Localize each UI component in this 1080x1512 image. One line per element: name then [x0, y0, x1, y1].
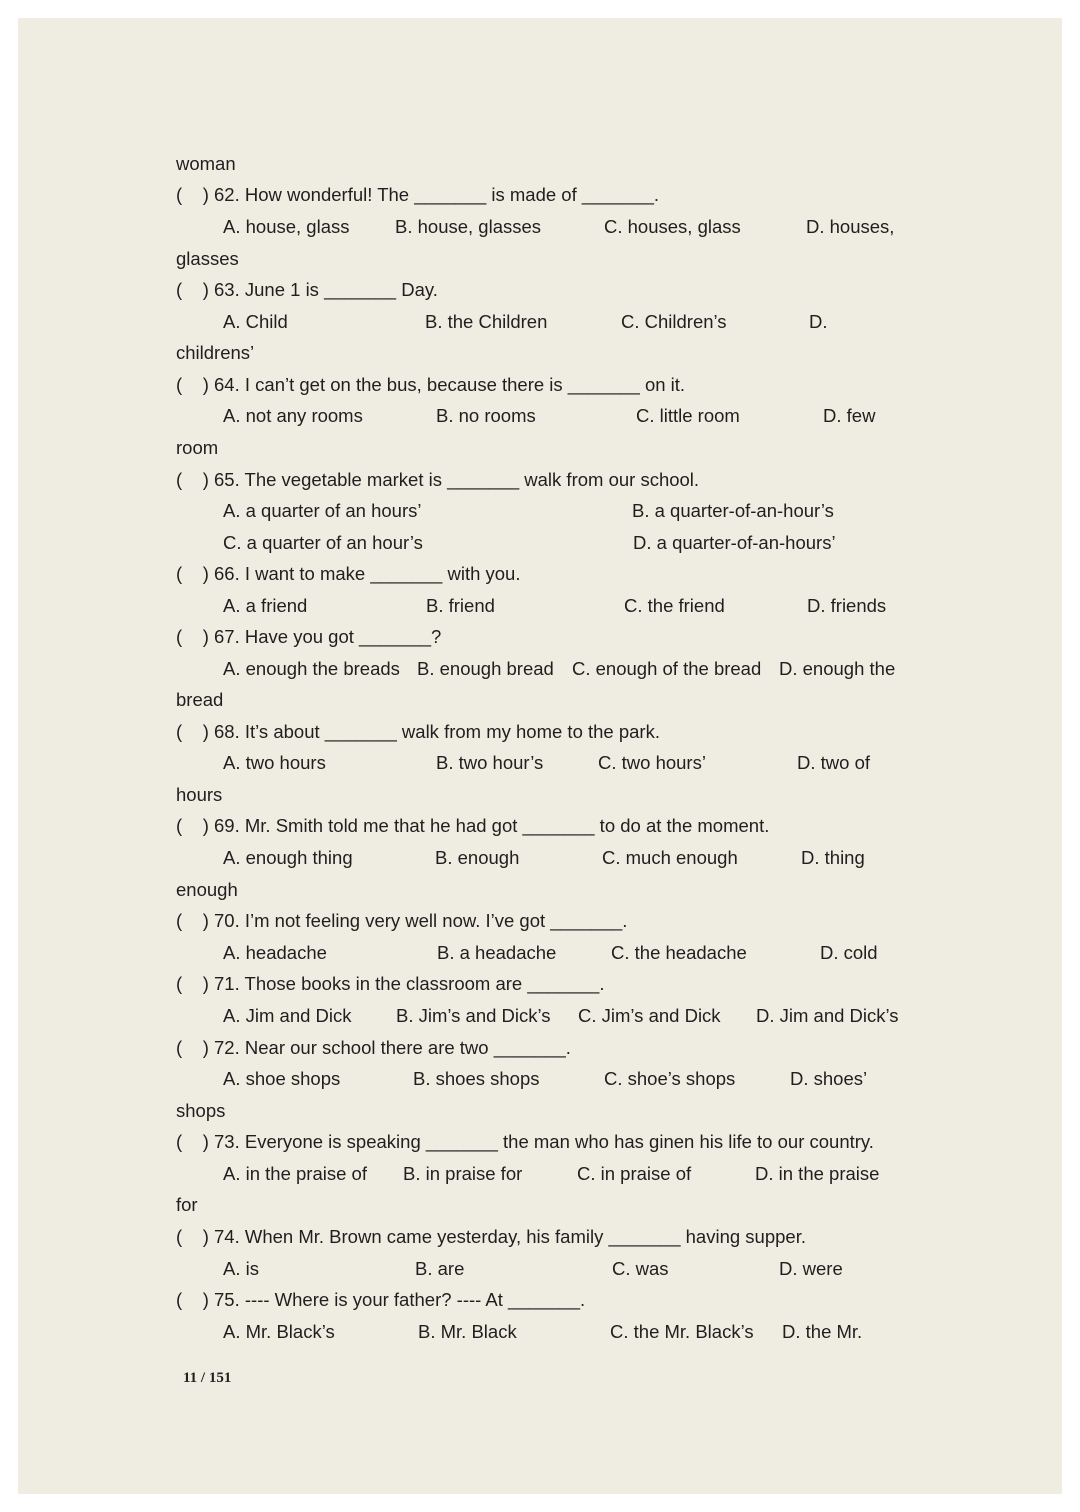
question-65-stem: ( ) 65. The vegetable market is _______ walk from our school.	[176, 469, 700, 490]
question-62-stem: ( ) 62. How wonderful! The _______ is made of _______.	[176, 184, 660, 205]
q72-option-b: B. shoes shops	[413, 1068, 540, 1089]
q68-option-d: D. two of	[797, 752, 870, 773]
q62-option-d: D. houses,	[806, 216, 895, 237]
q65-option-a: A. a quarter of an hours’	[223, 500, 422, 521]
q69-option-d: D. thing	[801, 847, 865, 868]
q74-option-a: A. is	[223, 1258, 259, 1279]
q68-option-a: A. two hours	[223, 752, 326, 773]
q66-option-c: C. the friend	[624, 595, 725, 616]
q64-option-c: C. little room	[636, 405, 740, 426]
question-64-stem: ( ) 64. I can’t get on the bus, because there is _______ on it.	[176, 374, 686, 395]
q70-option-c: C. the headache	[611, 942, 747, 963]
q62-option-b: B. house, glasses	[395, 216, 542, 237]
q73-option-a: A. in the praise of	[223, 1163, 367, 1184]
q74-option-b: B. are	[415, 1258, 465, 1279]
q66-option-d: D. friends	[807, 595, 887, 616]
q64-option-a: A. not any rooms	[223, 405, 363, 426]
question-68-stem: ( ) 68. It’s about _______ walk from my home to the park.	[176, 721, 660, 742]
intro-text: woman	[176, 153, 236, 174]
page-number: 11 / 151	[183, 1370, 232, 1386]
q70-option-a: A. headache	[223, 942, 327, 963]
q62-option-c: C. houses, glass	[604, 216, 741, 237]
q63-option-a: A. Child	[223, 311, 288, 332]
q63-option-b: B. the Children	[425, 311, 548, 332]
q73-option-b: B. in praise for	[403, 1163, 523, 1184]
q71-option-c: C. Jim’s and Dick	[578, 1005, 721, 1026]
question-69-stem: ( ) 69. Mr. Smith told me that he had got _______ to do at the moment.	[176, 815, 770, 836]
q69-option-a: A. enough thing	[223, 847, 353, 868]
q64-option-d: D. few	[823, 405, 876, 426]
q62-continuation: glasses	[176, 248, 239, 269]
q68-option-c: C. two hours’	[598, 752, 706, 773]
q65-option-c: C. a quarter of an hour’s	[223, 532, 423, 553]
q63-option-d: D.	[809, 311, 828, 332]
q72-option-d: D. shoes’	[790, 1068, 868, 1089]
q75-option-c: C. the Mr. Black’s	[610, 1321, 754, 1342]
q71-option-a: A. Jim and Dick	[223, 1005, 352, 1026]
question-75-stem: ( ) 75. ---- Where is your father? ---- At _______.	[176, 1289, 586, 1310]
q67-option-a: A. enough the breads	[223, 658, 400, 679]
q63-continuation: childrens’	[176, 342, 255, 363]
q73-option-d: D. in the praise	[755, 1163, 880, 1184]
q68-option-b: B. two hour’s	[436, 752, 544, 773]
q65-option-d: D. a quarter-of-an-hours’	[633, 532, 836, 553]
question-73-stem: ( ) 73. Everyone is speaking _______ the man who has ginen his life to our country.	[176, 1131, 874, 1152]
q66-option-b: B. friend	[426, 595, 495, 616]
q73-option-c: C. in praise of	[577, 1163, 692, 1184]
q69-continuation: enough	[176, 879, 238, 900]
q72-option-a: A. shoe shops	[223, 1068, 341, 1089]
q67-option-b: B. enough bread	[417, 658, 554, 679]
q62-option-a: A. house, glass	[223, 216, 350, 237]
q70-option-b: B. a headache	[437, 942, 557, 963]
q68-continuation: hours	[176, 784, 223, 805]
q64-option-b: B. no rooms	[436, 405, 536, 426]
q75-option-b: B. Mr. Black	[418, 1321, 517, 1342]
q67-option-c: C. enough of the bread	[572, 658, 762, 679]
question-72-stem: ( ) 72. Near our school there are two _______.	[176, 1037, 571, 1058]
q74-option-d: D. were	[779, 1258, 843, 1279]
q75-option-a: A. Mr. Black’s	[223, 1321, 335, 1342]
q75-option-d: D. the Mr.	[782, 1321, 863, 1342]
question-71-stem: ( ) 71. Those books in the classroom are _______.	[176, 973, 605, 994]
q67-continuation: bread	[176, 689, 224, 710]
q69-option-b: B. enough	[435, 847, 520, 868]
q66-option-a: A. a friend	[223, 595, 308, 616]
question-67-stem: ( ) 67. Have you got _______?	[176, 626, 442, 647]
q74-option-c: C. was	[612, 1258, 669, 1279]
q71-option-d: D. Jim and Dick’s	[756, 1005, 899, 1026]
q64-continuation: room	[176, 437, 219, 458]
q69-option-c: C. much enough	[602, 847, 738, 868]
question-66-stem: ( ) 66. I want to make _______ with you.	[176, 563, 521, 584]
q70-option-d: D. cold	[820, 942, 878, 963]
q73-continuation: for	[176, 1194, 198, 1215]
q72-continuation: shops	[176, 1100, 226, 1121]
question-74-stem: ( ) 74. When Mr. Brown came yesterday, his family _______ having supper.	[176, 1226, 806, 1247]
q63-option-c: C. Children’s	[621, 311, 727, 332]
q72-option-c: C. shoe’s shops	[604, 1068, 736, 1089]
question-63-stem: ( ) 63. June 1 is _______ Day.	[176, 279, 438, 300]
q65-option-b: B. a quarter-of-an-hour’s	[632, 500, 834, 521]
q67-option-d: D. enough the	[779, 658, 896, 679]
question-70-stem: ( ) 70. I’m not feeling very well now. I’ve got _______.	[176, 910, 628, 931]
q71-option-b: B. Jim’s and Dick’s	[396, 1005, 551, 1026]
